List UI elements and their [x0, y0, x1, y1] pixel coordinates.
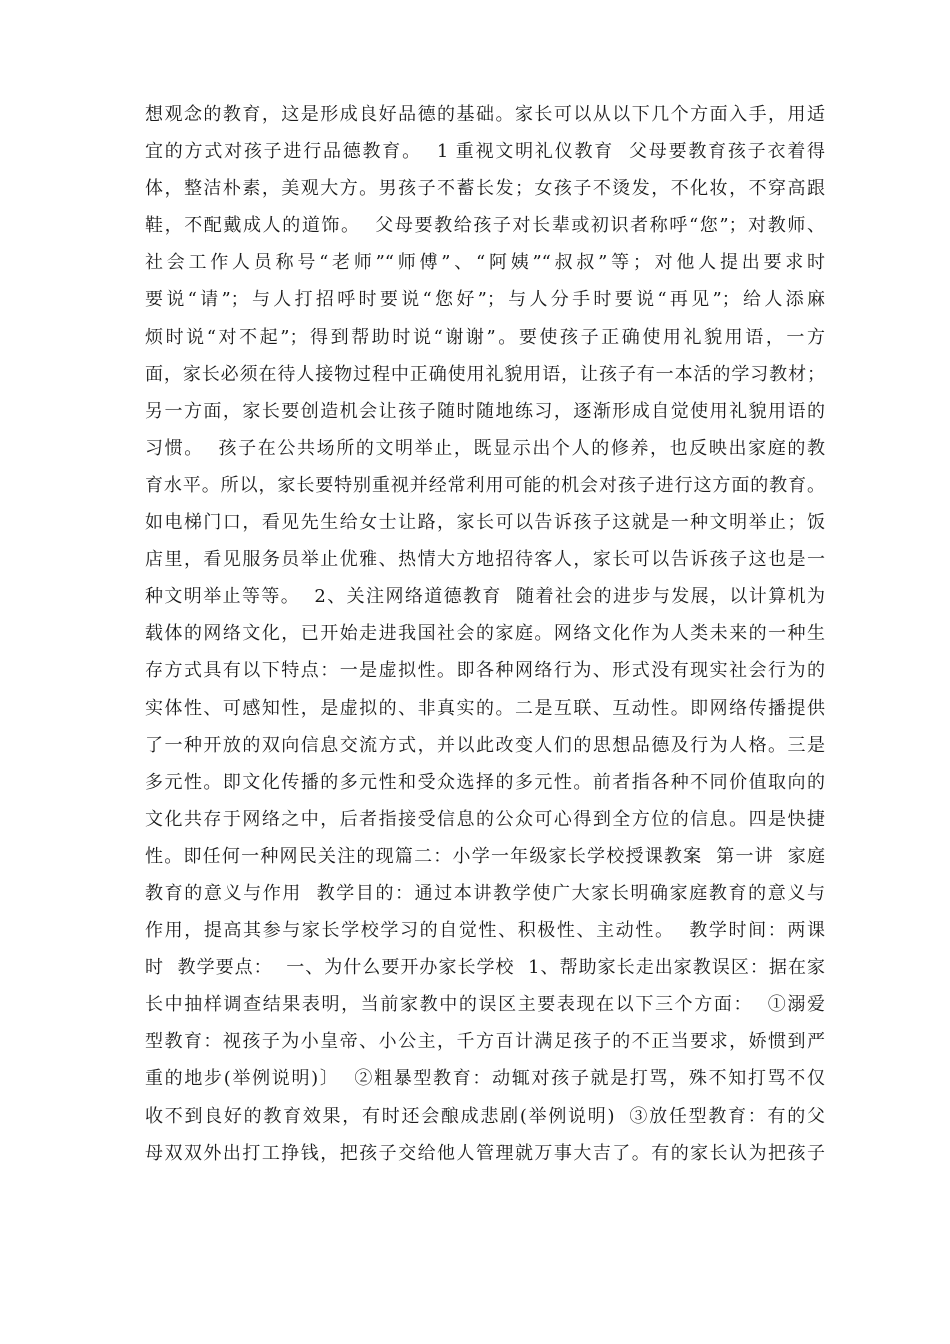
text-line: 实体性、可感知性，是虚拟的、非真实的。二是互联、互动性。即网络传播提供 [145, 697, 825, 719]
text-line: 种文明举止等等。 2、关注网络道德教育 随着社会的进步与发展，以计算机为 [145, 586, 825, 608]
text-line: 宜的方式对孩子进行品德教育。 1 重视文明礼仪教育 父母要教育孩子衣着得 [145, 141, 825, 163]
text-line: 重的地步(举例说明)〕 ②粗暴型教育：动辄对孩子就是打骂，殊不知打骂不仅 [145, 1068, 825, 1090]
text-line: 体，整洁朴素，美观大方。男孩子不蓄长发；女孩子不烫发，不化妆，不穿高跟 [145, 178, 825, 200]
text-line: 时 教学要点： 一、为什么要开办家长学校 1、帮助家长走出家教误区：据在家 [145, 957, 825, 979]
text-line: 想观念的教育，这是形成良好品德的基础。家长可以从以下几个方面入手，用适 [145, 104, 825, 125]
text-line: 作用，提高其参与家长学校学习的自觉性、积极性、主动性。 教学时间：两课 [145, 920, 825, 942]
text-line: 烦时说“对不起”；得到帮助时说“谢谢”。要使孩子正确使用礼貌用语，一方 [145, 326, 825, 348]
text-line: 长中抽样调查结果表明，当前家教中的误区主要表现在以下三个方面： ①溺爱 [145, 994, 825, 1016]
text-line: 型教育：视孩子为小皇帝、小公主，千方百计满足孩子的不正当要求，娇惯到严 [145, 1031, 825, 1053]
text-line: 店里，看见服务员举止优雅、热情大方地招待客人，家长可以告诉孩子这也是一 [145, 549, 825, 571]
text-line: 面，家长必须在待人接物过程中正确使用礼貌用语，让孩子有一本活的学习教材； [145, 363, 825, 385]
text-line: 教育的意义与作用 教学目的：通过本讲教学使广大家长明确家庭教育的意义与 [145, 882, 825, 904]
text-line: 母双双外出打工挣钱，把孩子交给他人管理就万事大吉了。有的家长认为把孩子 [145, 1142, 825, 1164]
text-line: 多元性。即文化传播的多元性和受众选择的多元性。前者指各种不同价值取向的 [145, 771, 825, 793]
text-line: 性。即任何一种网民关注的现篇二：小学一年级家长学校授课教案 第一讲 家庭 [145, 845, 825, 867]
text-line: 要说“请”；与人打招呼时要说“您好”；与人分手时要说“再见”；给人添麻 [145, 289, 825, 311]
text-line: 文化共存于网络之中，后者指接受信息的公众可心得到全方位的信息。四是快捷 [145, 808, 825, 830]
text-line: 载体的网络文化，已开始走进我国社会的家庭。网络文化作为人类未来的一种生 [145, 623, 825, 645]
text-line: 鞋，不配戴成人的道饰。 父母要教给孩子对长辈或初识者称呼“您”；对教师、 [145, 215, 825, 237]
text-line: 了一种开放的双向信息交流方式，并以此改变人们的思想品德及行为人格。三是 [145, 734, 825, 756]
text-line: 育水平。所以，家长要特别重视并经常利用可能的机会对孩子进行这方面的教育。 [145, 474, 825, 496]
text-line: 如电梯门口，看见先生给女士让路，家长可以告诉孩子这就是一种文明举止；饭 [145, 512, 825, 534]
text-line: 存方式具有以下特点：一是虚拟性。即各种网络行为、形式没有现实社会行为的 [145, 660, 825, 682]
text-line: 收不到良好的教育效果，有时还会酿成悲剧(举例说明) ③放任型教育：有的父 [145, 1105, 825, 1127]
text-line: 习惯。 孩子在公共场所的文明举止，既显示出个人的修养，也反映出家庭的教 [145, 437, 825, 459]
text-line: 另一方面，家长要创造机会让孩子随时随地练习，逐渐形成自觉使用礼貌用语的 [145, 400, 825, 422]
text-line: 社会工作人员称号“老师”“师傅”、“阿姨”“叔叔”等；对他人提出要求时 [145, 252, 825, 274]
body-text [145, 96, 825, 1172]
